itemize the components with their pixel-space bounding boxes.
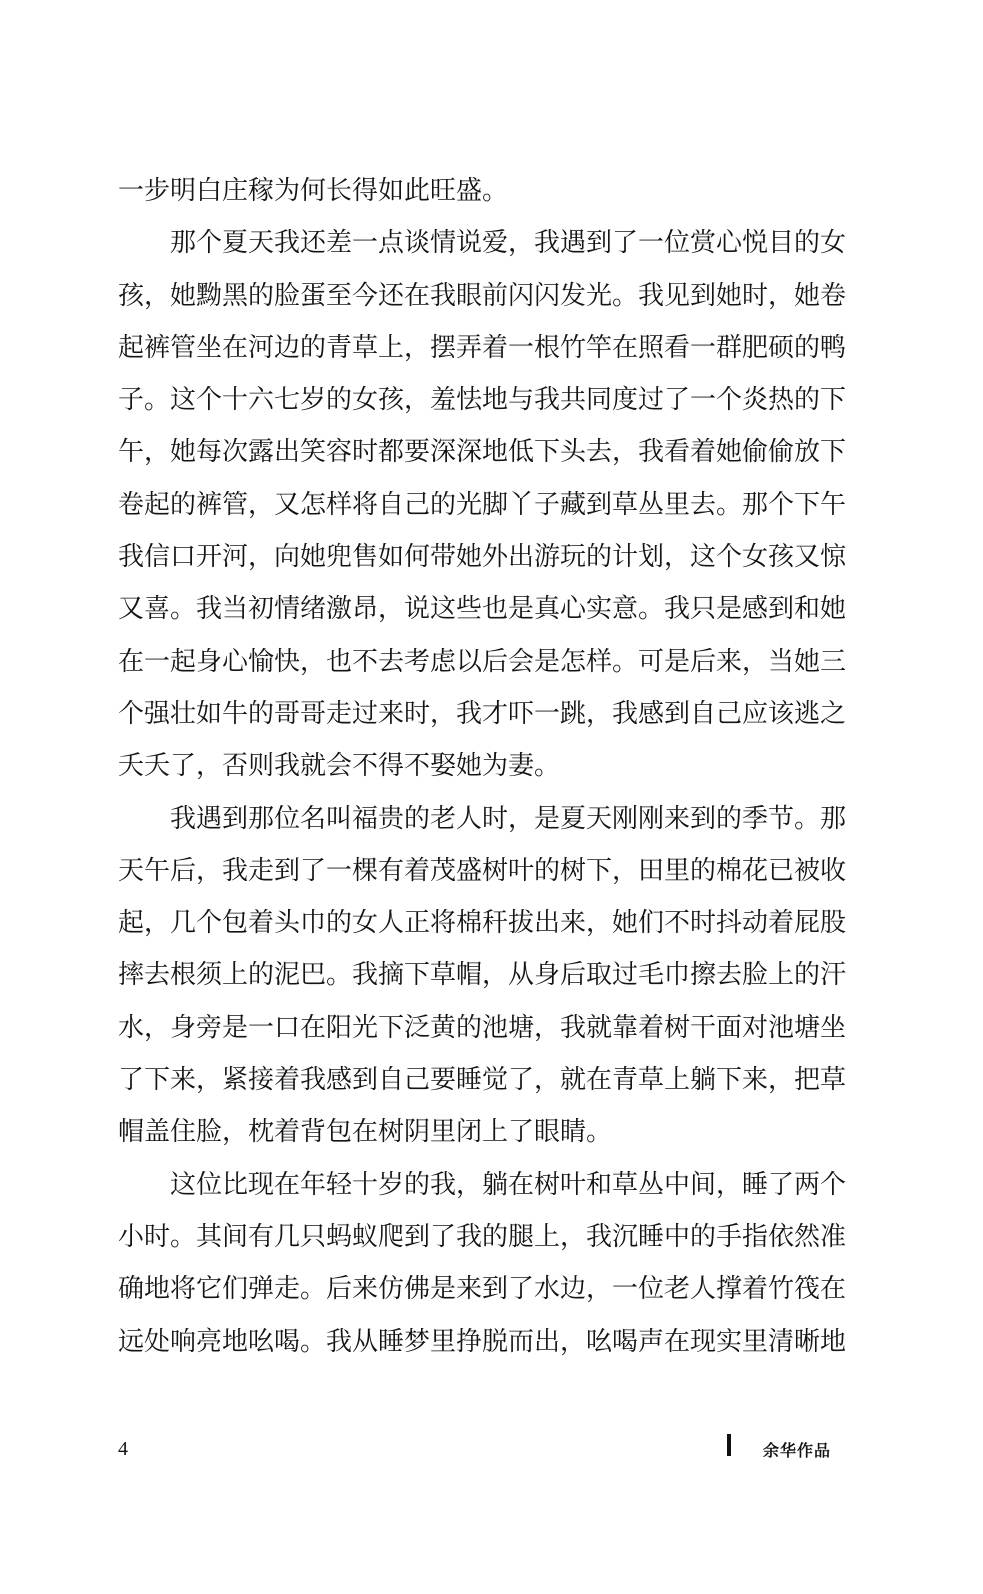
text-line: 夭夭了，否则我就会不得不娶她为妻。 bbox=[118, 751, 561, 782]
text-line: 了下来，紧接着我感到自己要睡觉了，就在青草上躺下来，把草 bbox=[118, 1065, 847, 1096]
text-line: 远处响亮地吆喝。我从睡梦里挣脱而出，吆喝声在现实里清晰地 bbox=[118, 1326, 847, 1357]
page-number: 4 bbox=[118, 1438, 128, 1460]
text-line: 在一起身心愉快，也不去考虑以后会是怎样。可是后来，当她三 bbox=[118, 646, 847, 677]
text-line: 我信口开河，向她兜售如何带她外出游玩的计划，这个女孩又惊 bbox=[118, 542, 847, 573]
text-line: 孩，她黝黑的脸蛋至今还在我眼前闪闪发光。我见到她时，她卷 bbox=[118, 280, 847, 311]
text-line: 天午后，我走到了一棵有着茂盛树叶的树下，田里的棉花已被收 bbox=[118, 855, 847, 886]
footer-divider bbox=[727, 1434, 731, 1456]
text-line: 又喜。我当初情绪激昂，说这些也是真心实意。我只是感到和她 bbox=[118, 594, 847, 625]
text-line: 这位比现在年轻十岁的我，躺在树叶和草丛中间，睡了两个 bbox=[170, 1169, 847, 1200]
text-line: 那个夏天我还差一点谈情说爱，我遇到了一位赏心悦目的女 bbox=[170, 228, 847, 259]
text-line: 水，身旁是一口在阳光下泛黄的池塘，我就靠着树干面对池塘坐 bbox=[118, 1012, 847, 1043]
text-line: 午，她每次露出笑容时都要深深地低下头去，我看着她偷偷放下 bbox=[118, 437, 847, 468]
footer-book-title: 余华作品 bbox=[763, 1441, 832, 1460]
text-line: 帽盖住脸，枕着背包在树阴里闭上了眼睛。 bbox=[118, 1117, 613, 1148]
text-line: 子。这个十六七岁的女孩，羞怯地与我共同度过了一个炎热的下 bbox=[118, 385, 847, 416]
text-line: 起裤管坐在河边的青草上，摆弄着一根竹竿在照看一群肥硕的鸭 bbox=[118, 332, 847, 363]
text-line: 卷起的裤管，又怎样将自己的光脚丫子藏到草丛里去。那个下午 bbox=[118, 489, 847, 520]
text-line: 个强壮如牛的哥哥走过来时，我才吓一跳，我感到自己应该逃之 bbox=[118, 698, 847, 729]
text-line: 起，几个包着头巾的女人正将棉秆拔出来，她们不时抖动着屁股 bbox=[118, 908, 847, 939]
text-line: 摔去根须上的泥巴。我摘下草帽，从身后取过毛巾擦去脸上的汗 bbox=[118, 960, 847, 991]
text-line: 我遇到那位名叫福贵的老人时，是夏天刚刚来到的季节。那 bbox=[170, 803, 847, 834]
text-line: 小时。其间有几只蚂蚁爬到了我的腿上，我沉睡中的手指依然准 bbox=[118, 1221, 847, 1252]
text-line: 确地将它们弹走。后来仿佛是来到了水边，一位老人撑着竹筏在 bbox=[118, 1274, 847, 1305]
body-text bbox=[118, 165, 847, 1368]
text-line: 一步明白庄稼为何长得如此旺盛。 bbox=[118, 176, 509, 206]
